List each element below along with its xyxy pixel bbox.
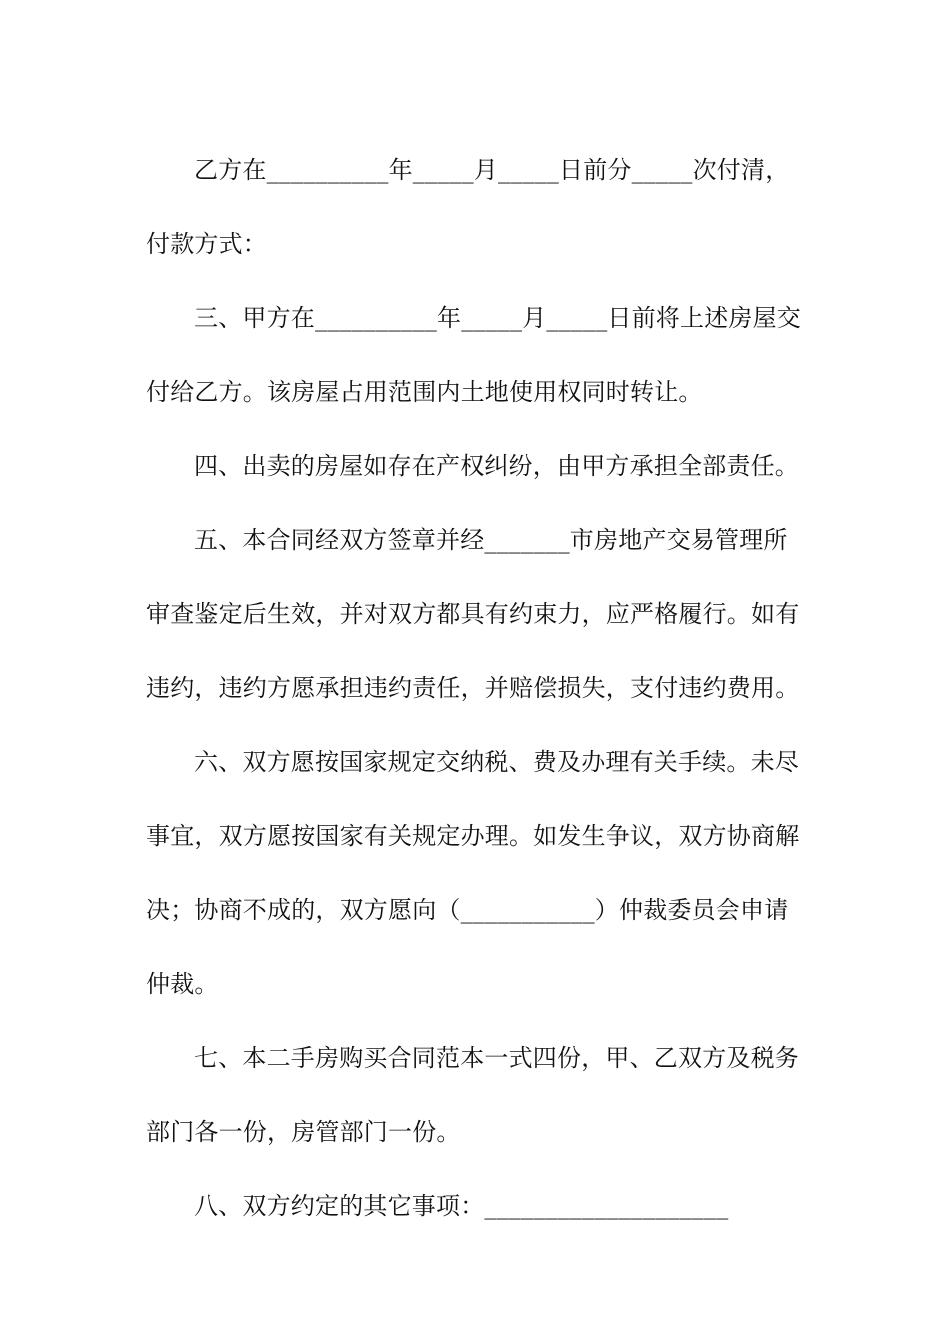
paragraph-clause-5-effectiveness: 五、本合同经双方签章并经_______市房地产交易管理所审查鉴定后生效，并对双方都具有约束力，应严格履行。如有违约，违约方愿承担违约责任，并赔偿损失，支付违约费用。 (146, 526, 800, 702)
paragraph-clause-4-disputes: 四、出卖的房屋如存在产权纠纷，由甲方承担全部责任。 (194, 452, 799, 480)
paragraph-clause-6-taxes-arbitration: 六、双方愿按国家规定交纳税、费及办理有关手续。未尽事宜，双方愿按国家有关规定办理。如发生争议，双方协商解决；协商不成的，双方愿向（___________）仲裁委员会申请仲裁。 (146, 748, 800, 998)
paragraph-clause-3-delivery: 三、甲方在__________年_____月_____日前将上述房屋交付给乙方。该房屋占用范围内土地使用权同时转让。 (146, 304, 801, 406)
paragraph-payment-terms: 乙方在__________年_____月_____日前分_____次付清，付款方式： (146, 156, 790, 258)
document-body (146, 133, 806, 1243)
paragraph-clause-8-other-matters: 八、双方约定的其它事项：____________________ (194, 1192, 729, 1220)
paragraph-clause-7-copies: 七、本二手房购买合同范本一式四份，甲、乙双方及税务部门各一份，房管部门一份。 (146, 1044, 799, 1146)
